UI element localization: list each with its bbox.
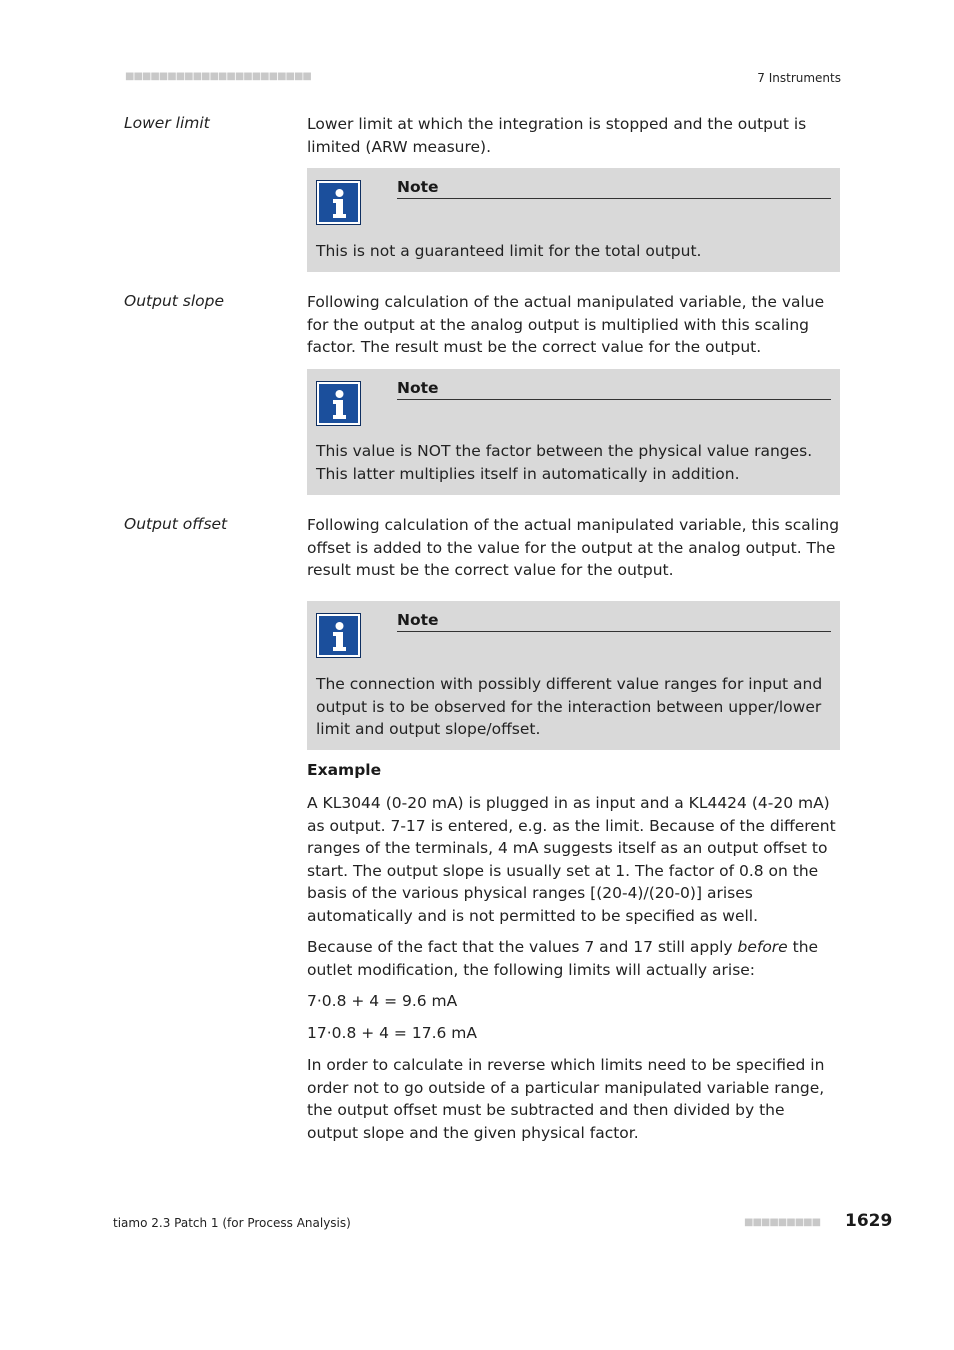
note-title: Note xyxy=(397,611,831,632)
note-box-output-slope xyxy=(307,369,840,495)
example-paragraph-2-end: the outlet modification, the following limits will actually arise: xyxy=(307,938,819,979)
info-icon xyxy=(316,381,361,426)
page-number: 1629 xyxy=(845,1211,893,1231)
note-text: This value is NOT the factor between the physical value ranges. This latter multiplies itself in automatically in addition. xyxy=(316,442,813,483)
example-heading: Example xyxy=(307,761,382,779)
equation-2: 17·0.8 + 4 = 17.6 mA xyxy=(307,1024,477,1042)
example-paragraph-3: In order to calculate in reverse which limits need to be specified in order not to go outside of a particular manipulated variable range, the output offset must be subtracted and then divided by the output slope and the given physical factor. xyxy=(307,1056,825,1142)
note-title: Note xyxy=(397,379,831,400)
equation-1: 7·0.8 + 4 = 9.6 mA xyxy=(307,992,458,1010)
footer-product-name: tiamo 2.3 Patch 1 (for Process Analysis) xyxy=(113,1216,351,1230)
note-text: This is not a guaranteed limit for the total output. xyxy=(316,242,702,260)
example-paragraph-2-start: Because of the fact that the values 7 and 17 still apply xyxy=(307,938,738,956)
term-output-slope: Output slope xyxy=(124,292,225,310)
term-output-offset: Output offset xyxy=(124,515,228,533)
header-section-title: 7 Instruments xyxy=(757,71,841,85)
example-paragraph-1: A KL3044 (0-20 mA) is plugged in as input and a KL4424 (4-20 mA) as output. 7-17 is entered, e.g. as the limit. Because of the different ranges of the terminals, 4 mA suggests itself as an output offset to start. The output slope is usually set at 1. The factor of 0.8 on the basis of the various physical ranges [(20-4)/(20-0)] arises automatically and is not permitted to be specified as well. xyxy=(307,794,836,925)
example-paragraph-2-emphasis: before xyxy=(737,938,788,956)
term-lower-limit: Lower limit xyxy=(124,114,210,132)
note-box-lower-limit xyxy=(307,168,840,272)
example-paragraph-2 xyxy=(307,936,840,981)
lower-limit-description: Lower limit at which the integration is stopped and the output is limited (ARW measure). xyxy=(307,115,807,156)
note-box-output-offset xyxy=(307,601,840,750)
output-slope-description: Following calculation of the actual manipulated variable, the value for the output at the analog output is multiplied with this scaling factor. The result must be the correct value for the output. xyxy=(307,293,825,356)
info-icon xyxy=(316,180,361,225)
footer-decoration: ■■■■■■■■■ xyxy=(744,1217,821,1228)
info-icon xyxy=(316,613,361,658)
header-decoration: ■■■■■■■■■■■■■■■■■■■■■■ xyxy=(125,71,311,82)
note-text: The connection with possibly different value ranges for input and output is to be observed for the interaction between upper/lower limit and output slope/offset. xyxy=(316,675,823,738)
note-title: Note xyxy=(397,178,831,199)
output-offset-description: Following calculation of the actual manipulated variable, this scaling offset is added to the value for the output at the analog output. The result must be the correct value for the output. xyxy=(307,516,840,579)
